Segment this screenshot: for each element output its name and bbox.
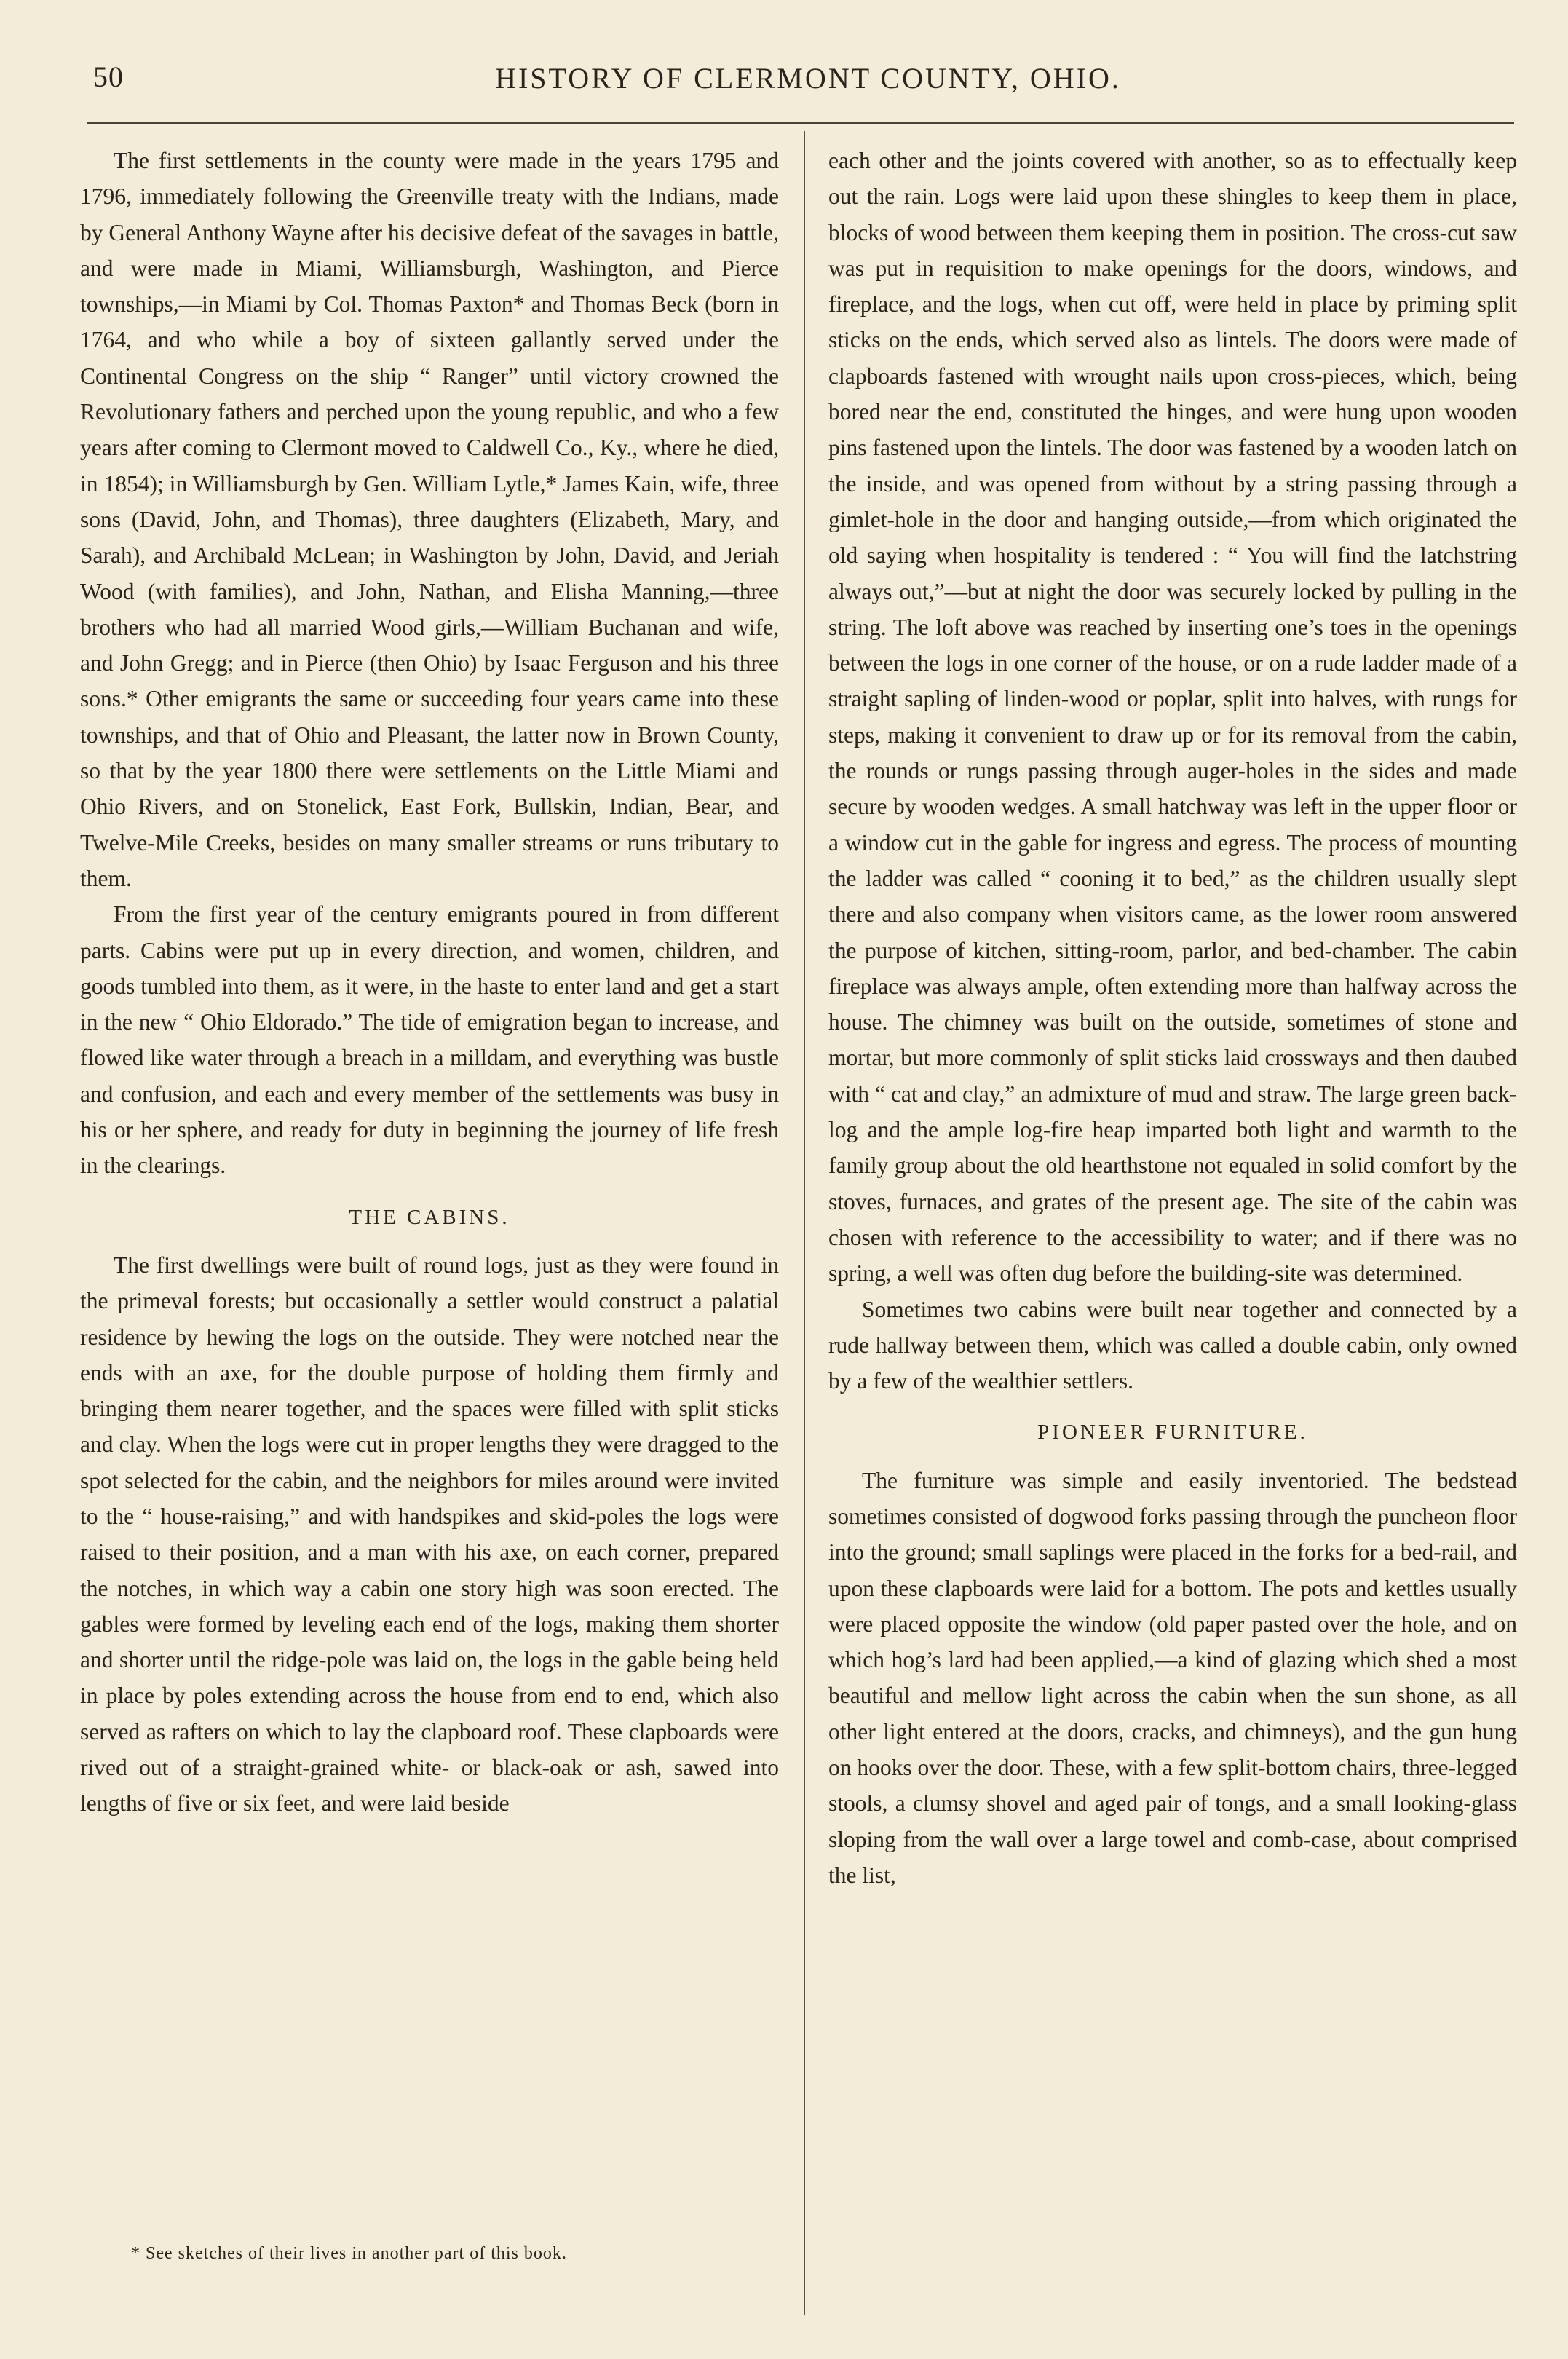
running-head: HISTORY OF CLERMONT COUNTY, OHIO. [495,62,1121,95]
footnote: * See sketches of their lives in another part of this book. [131,2244,567,2263]
page-number: 50 [93,60,124,93]
paragraph-furniture: The furniture was simple and easily inventoried. The bedstead sometimes consisted of dogwood forks passing through the puncheon floor into the ground; small saplings were placed in the forks for a bed-rail, and upon these clapboards were laid for a bottom. The pots and kettles usually were placed opposite the window (old paper pasted over the hole, and on which hog’s lard had been applied,—a kind of glazing which shed a most beautiful and mellow light across the cabin when the sun shone, as all other light entered at the doors, cracks, and chimneys), and the gun hung on hooks over the door. These, with a few split-bottom chairs, three-legged stools, a clumsy shovel and aged pair of tongs, and a small looking-glass sloping from the wall over a large towel and comb-case, about comprised the list, [828,1467,1517,1888]
paragraph-emigrants: From the first year of the century emigrants poured in from different parts. Cabins were put up in every direction, and women, children, and goods tumbled into them, as it were, in the haste to enter land and get a start in the new “ Ohio Eldorado.” The tide of emigration began to increase, and flowed like water through a breach in a milldam, and everything was bustle and confusion, and each and every member of the settlements was busy in his or her sphere, and ready for duty in beginning the journey of life fresh in the clearings. [80,901,779,1179]
section-heading-cabins: THE CABINS. [349,1205,510,1229]
header-rule [87,122,1514,124]
paragraph-double-cabin: Sometimes two cabins were built near together and connected by a rude hallway between them, which was called a double cabin, only owned by a few of the wealthier settlers. [828,1296,1517,1394]
section-heading-furniture: PIONEER FURNITURE. [1037,1420,1308,1445]
left-column [80,143,779,1822]
paragraph-first-dwellings: The first dwellings were built of round logs, just as they were found in the primeval forests; but occasionally a settler would construct a palatial residence by hewing the logs on the outside. They were notched near the ends with an axe, for the double purpose of holding them firmly and bringing them nearer together, and the spaces were filled with split sticks and clay. When the logs were cut in proper lengths they were dragged to the spot selected for the cabin, and the neighbors for miles around were invited to the “ house-raising,” and with handspikes and skid-poles the logs were raised to their position, and a man with his axe, on each corner, prepared the notches, in which way a cabin one story high was soon erected. The gables were formed by leveling each end of the logs, making them shorter and shorter until the ridge-pole was laid on, the logs in the gable being held in place by poles extending across the house from end to end, which also served as rafters on which to lay the clapboard roof. These clapboards were rived out of a straight-grained white- or black-oak or ash, sawed into lengths of five or six feet, and were laid beside [80,1252,779,1817]
paragraph-first-settlements: The first settlements in the county were made in the years 1795 and 1796, immediately following the Greenville treaty with the Indians, made by General Anthony Wayne after his decisive defeat of the savages in battle, and were made in Miami, Williamsburgh, Washington, and Pierce townships,—in Miami by Col. Thomas Paxton* and Thomas Beck (born in 1764, and who while a boy of sixteen gallantly served under the Continental Congress on the ship “ Ranger” until victory crowned the Revolutionary fathers and perched upon the young republic, and who a few years after coming to Clermont moved to Caldwell Co., Ky., where he died, in 1854); in Williamsburgh by Gen. William Lytle,* James Kain, wife, three sons (David, John, and Thomas), three daughters (Elizabeth, Mary, and Sarah), and Archibald McLean; in Washington by John, David, and Jeriah Wood (with families), and John, Nathan, and Elisha Manning,—three brothers who had all married Wood girls,—William Buchanan and wife, and John Gregg; and in Pierce (then Ohio) by Isaac Ferguson and his three sons.* Other emigrants the same or succeeding four years came into these townships, and that of Ohio and Pleasant, the latter now in Brown County, so that by the year 1800 there were settlements on the Little Miami and Ohio Rivers, and on Stonelick, East Fork, Bullskin, Indian, Bear, and Twelve-Mile Creeks, besides on many smaller streams or runs tributary to them. [80,148,779,891]
paragraph-cabin-construction: each other and the joints covered with another, so as to effectually keep out the rain. Logs were laid upon these shingles to keep them in place, blocks of wood between them keeping them in position. The cross-cut saw was put in requisition to make openings for the doors, windows, and fireplace, and the logs, when cut off, were held in place by priming split sticks on the ends, which served also as lintels. The doors were made of clapboards fastened with wrought nails upon cross-pieces, which, being bored near the end, constituted the hinges, and were hung upon wooden pins fastened upon the lintels. The door was fastened by a wooden latch on the inside, and was opened from without by a string passing through a gimlet-hole in the door and hanging outside,—from which originated the old saying when hospitality is tendered : “ You will find the latchstring always out,”—but at night the door was securely locked by pulling in the string. The loft above was reached by inserting one’s toes in the openings between the logs in one corner of the house, or on a rude ladder made of a straight sapling of linden-wood or poplar, split into halves, with rungs for steps, making it convenient to draw up or for its removal from the cabin, the rounds or rungs passing through auger-holes in the sides and made secure by wooden wedges. A small hatchway was left in the upper floor or a window cut in the gable for ingress and egress. The process of mounting the ladder was called “ cooning it to bed,” as the children usually slept there and also company when visitors came, as the lower room answered the purpose of kitchen, sitting-room, parlor, and bed-chamber. The cabin fireplace was always ample, often extending more than halfway across the house. The chimney was built on the outside, sometimes of stone and mortar, but more commonly of split sticks laid crossways and then daubed with “ cat and clay,” an admixture of mud and straw. The large green back-log and the ample log-fire heap imparted both light and warmth to the family group about the old hearthstone not equaled in solid comfort by the stoves, furnaces, and grates of the present age. The site of the cabin was chosen with reference to the accessibility to water; and if there was no spring, a well was often dug before the building-site was determined. [828,148,1517,1287]
right-column [828,143,1517,1893]
column-divider [804,131,805,2315]
